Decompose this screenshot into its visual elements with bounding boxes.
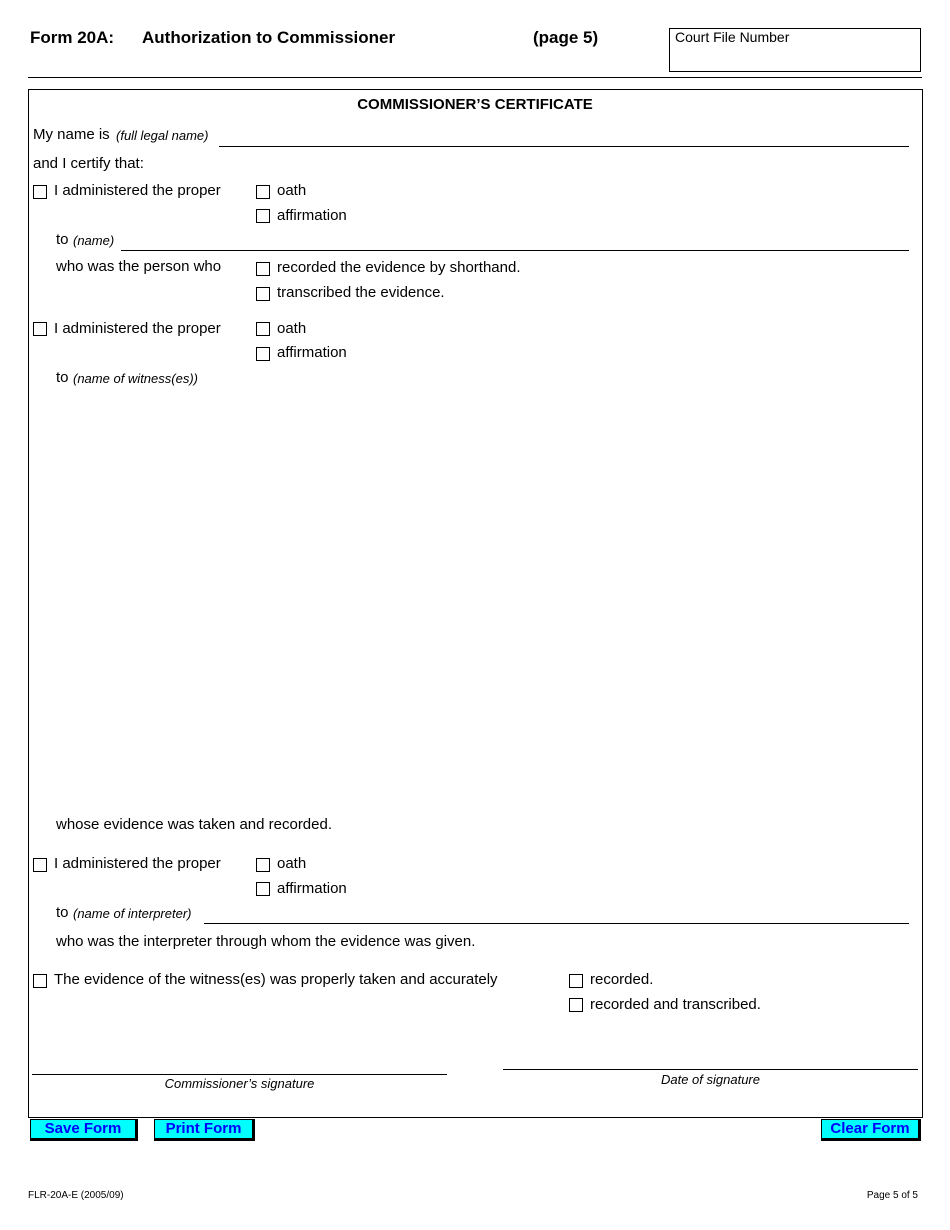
section1-affirmation-checkbox[interactable] bbox=[256, 209, 270, 223]
section2-whose-evidence-text: whose evidence was taken and recorded. bbox=[56, 816, 333, 833]
certificate-title: COMMISSIONER’S CERTIFICATE bbox=[357, 96, 593, 113]
clear-form-button[interactable]: Clear Form bbox=[821, 1119, 921, 1141]
section2-witness-names-area[interactable] bbox=[56, 392, 906, 812]
section1-oath-label: oath bbox=[277, 182, 307, 199]
section1-shorthand-checkbox[interactable] bbox=[256, 262, 270, 276]
court-file-number-label: Court File Number bbox=[675, 29, 790, 45]
section4-recorded-transcribed-label: recorded and transcribed. bbox=[590, 996, 761, 1013]
section1-shorthand-label: recorded the evidence by shorthand. bbox=[277, 259, 521, 276]
header-divider bbox=[28, 77, 922, 78]
section1-transcribed-checkbox[interactable] bbox=[256, 287, 270, 301]
save-form-button[interactable]: Save Form bbox=[30, 1119, 138, 1141]
section2-to-label: to bbox=[56, 369, 69, 386]
section3-to-label: to bbox=[56, 904, 69, 921]
court-file-number-field[interactable] bbox=[669, 28, 921, 72]
section1-oath-checkbox[interactable] bbox=[256, 185, 270, 199]
section3-who-was-text: who was the interpreter through whom the evidence was given. bbox=[56, 933, 476, 950]
section1-who-was-text: who was the person who bbox=[56, 258, 222, 275]
print-form-button[interactable]: Print Form bbox=[154, 1119, 255, 1141]
section1-to-label: to bbox=[56, 231, 69, 248]
my-name-label: My name is bbox=[33, 126, 110, 143]
section1-transcribed-label: transcribed the evidence. bbox=[277, 284, 445, 301]
full-legal-name-hint: (full legal name) bbox=[116, 128, 209, 143]
section2-name-hint: (name of witness(es)) bbox=[73, 371, 198, 386]
commissioner-signature-label: Commissioner’s signature bbox=[164, 1076, 315, 1091]
section2-affirmation-label: affirmation bbox=[277, 344, 347, 361]
section1-name-input[interactable] bbox=[121, 250, 909, 251]
section3-checkbox[interactable] bbox=[33, 858, 47, 872]
certify-label: and I certify that: bbox=[33, 155, 144, 172]
section3-oath-checkbox[interactable] bbox=[256, 858, 270, 872]
section3-administered-text: I administered the proper bbox=[54, 855, 221, 872]
section4-checkbox[interactable] bbox=[33, 974, 47, 988]
section3-name-hint: (name of interpreter) bbox=[73, 906, 192, 921]
section2-administered-text: I administered the proper bbox=[54, 320, 221, 337]
section3-affirmation-checkbox[interactable] bbox=[256, 882, 270, 896]
section4-recorded-label: recorded. bbox=[590, 971, 654, 988]
section4-recorded-transcribed-checkbox[interactable] bbox=[569, 998, 583, 1012]
form-number: Form 20A: bbox=[30, 28, 115, 47]
section3-interpreter-name-input[interactable] bbox=[204, 923, 909, 924]
section2-oath-checkbox[interactable] bbox=[256, 322, 270, 336]
date-of-signature-label: Date of signature bbox=[660, 1072, 760, 1087]
section1-administered-text: I administered the proper bbox=[54, 182, 221, 199]
date-of-signature-line[interactable] bbox=[503, 1069, 918, 1070]
page-label: (page 5) bbox=[533, 28, 599, 47]
section2-affirmation-checkbox[interactable] bbox=[256, 347, 270, 361]
section2-oath-label: oath bbox=[277, 320, 307, 337]
form-title: Authorization to Commissioner bbox=[142, 28, 396, 47]
page-of-label: Page 5 of 5 bbox=[866, 1190, 918, 1201]
section3-oath-label: oath bbox=[277, 855, 307, 872]
section2-checkbox[interactable] bbox=[33, 322, 47, 336]
section1-affirmation-label: affirmation bbox=[277, 207, 347, 224]
section3-affirmation-label: affirmation bbox=[277, 880, 347, 897]
commissioner-signature-line[interactable] bbox=[32, 1074, 447, 1075]
full-legal-name-input[interactable] bbox=[219, 146, 909, 147]
section4-statement-text: The evidence of the witness(es) was properly taken and accurately bbox=[54, 971, 498, 988]
form-code: FLR-20A-E (2005/09) bbox=[28, 1190, 124, 1201]
section1-checkbox[interactable] bbox=[33, 185, 47, 199]
section4-recorded-checkbox[interactable] bbox=[569, 974, 583, 988]
section1-name-hint: (name) bbox=[73, 233, 115, 248]
